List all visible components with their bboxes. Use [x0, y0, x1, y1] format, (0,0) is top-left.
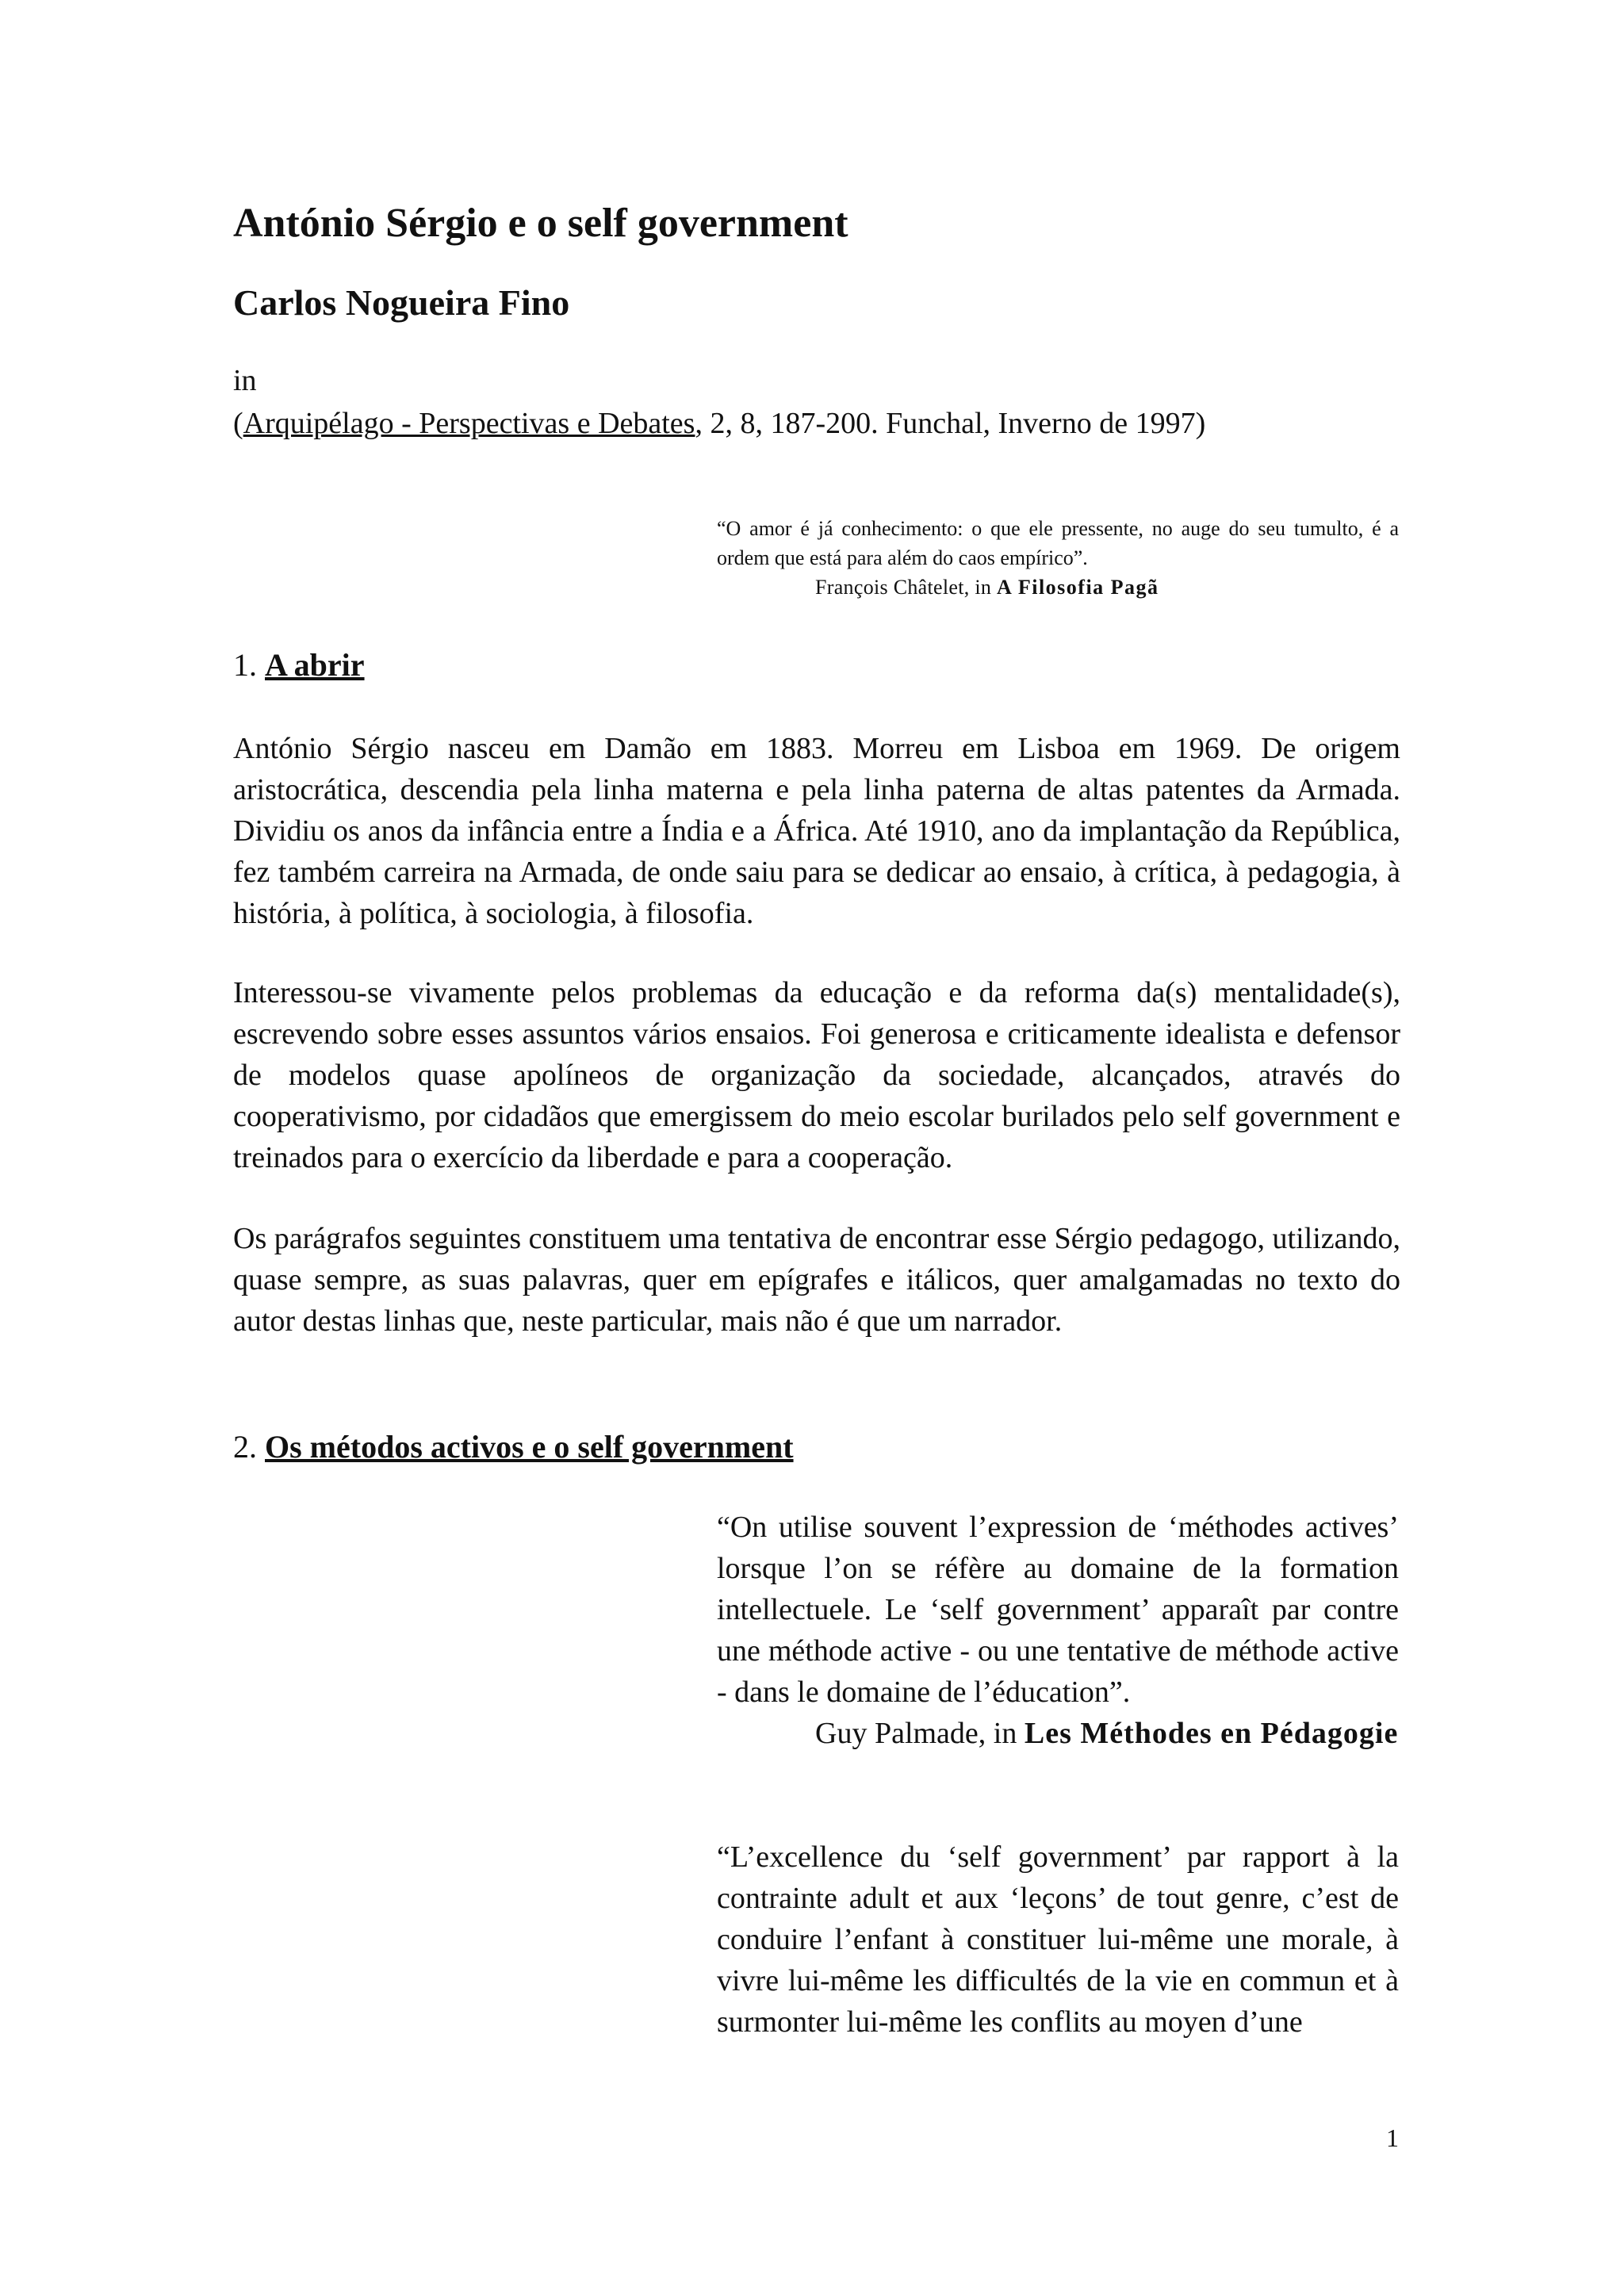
section-1-heading [233, 645, 365, 685]
document-title: António Sérgio e o self government [233, 201, 848, 246]
epigraph-author: François Châtelet, in [815, 576, 997, 599]
page-number: 1 [1386, 2124, 1399, 2152]
quote-1-attribution [717, 1713, 1399, 1754]
in-label: in [233, 364, 257, 397]
section-1-title: A abrir [265, 647, 365, 683]
section-2-title: Os métodos activos e o self government [265, 1429, 794, 1465]
citation-details: , 2, 8, 187-200. Funchal, Inverno de 1997) [695, 407, 1206, 440]
citation-open-paren: ( [233, 407, 243, 440]
quote-1-text: “On utilise souvent l’expression de ‘méthodes actives’ lorsque l’on se réfère au domaine de la formation intellectuele. Le ‘self government’ apparaît par contre une méthode active - ou une tentative de méthode active - dans le domaine de l’éducation”. [717, 1511, 1399, 1709]
section-1-paragraph-3: Os parágrafos seguintes constituem uma tentativa de encontrar esse Sérgio pedagogo, utilizando, quase sempre, as suas palavras, quer em epígrafes e itálicos, quer amalgamadas no texto do autor destas linhas que, neste particular, mais não é que um narrador. [233, 1222, 1400, 1338]
epigraph-attribution [717, 573, 1399, 602]
section-2-quote-1 [717, 1507, 1399, 1754]
section-1-number: 1. [233, 647, 265, 683]
publication-citation [233, 404, 1205, 442]
epigraph-work-title: A Filosofia Pagã [997, 576, 1159, 599]
section-2-number: 2. [233, 1429, 265, 1465]
section-1-paragraph-1: António Sérgio nasceu em Damão em 1883. Morreu em Lisboa em 1969. De origem aristocrática, descendia pela linha materna e pela linha paterna de altas patentes da Armada. Dividiu os anos da infância entre a Índia e a África. Até 1910, ano da implantação da República, fez também carreira na Armada, de onde saiu para se dedicar ao ensaio, à crítica, à pedagogia, à história, à política, à sociologia, à filosofia. [233, 732, 1400, 930]
quote-1-author: Guy Palmade, in [815, 1717, 1025, 1750]
section-2-quote-2: “L’excellence du ‘self government’ par rapport à la contrainte adult et aux ‘leçons’ de tout genre, c’est de conduire l’enfant à constituer lui-même une morale, à vivre lui-même les difficultés de la vie en commun et à surmonter lui-même les conflits au moyen d’une [717, 1840, 1399, 2039]
section-1-paragraph-2: Interessou-se vivamente pelos problemas da educação e da reforma da(s) mentalidade(s), escrevendo sobre esses assuntos vários ensaios. Foi generosa e criticamente idealista e defensor de modelos quase apolíneos de organização da sociedade, alcançados, através do cooperativismo, por cidadãos que emergissem do meio escolar burilados pelo self government e treinados para o exercício da liberdade e para a cooperação. [233, 976, 1400, 1174]
section-2-heading [233, 1427, 794, 1467]
quote-1-work-title: Les Méthodes en Pédagogie [1024, 1717, 1399, 1750]
journal-name: Arquipélago - Perspectivas e Debates [243, 407, 695, 440]
epigraph-text: “O amor é já conhecimento: o que ele pressente, no auge do seu tumulto, é a ordem que está para além do caos empírico”. [717, 517, 1399, 569]
epigraph [717, 514, 1399, 602]
author-name: Carlos Nogueira Fino [233, 282, 570, 323]
